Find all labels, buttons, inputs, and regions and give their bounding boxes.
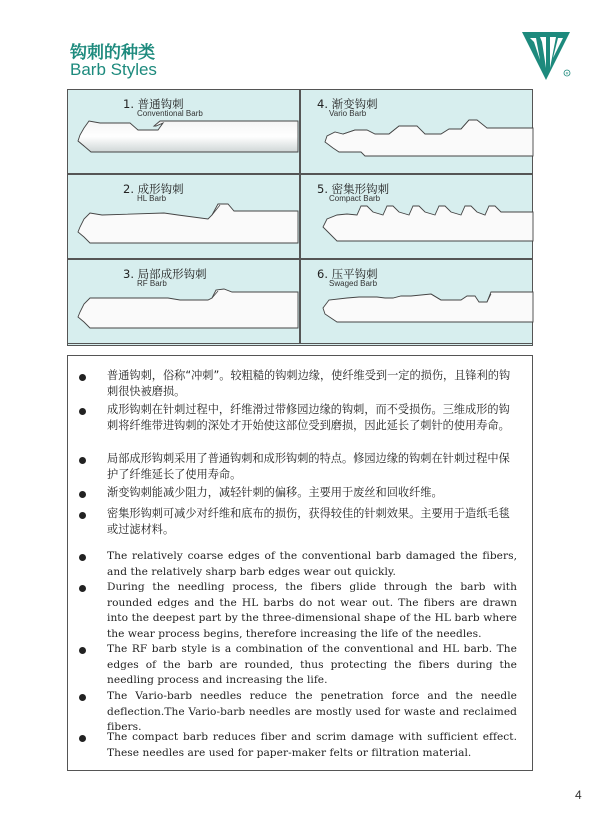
hl-barb-needle-icon bbox=[68, 175, 301, 260]
bullet-icon bbox=[79, 554, 86, 561]
bullet-icon bbox=[79, 694, 86, 701]
barb-cell-compact bbox=[300, 174, 533, 259]
bullet-icon bbox=[79, 491, 86, 498]
barb-cell-hl bbox=[67, 174, 300, 259]
bullet-icon bbox=[79, 457, 86, 464]
note-text-en: The compact barb reduces fiber and scrim damage with sufficient effect. These needles are used for paper-maker felts or filtration material. bbox=[107, 731, 517, 759]
barb-cell-conventional bbox=[67, 89, 300, 174]
page-number: 4 bbox=[575, 788, 582, 802]
rf-barb-needle-icon bbox=[68, 260, 301, 345]
bullet-icon bbox=[79, 512, 86, 519]
note-text-en: The RF barb style is a combination of the conventional and HL barb. The edges of the barb are rounded, thus protecting the fibers during the needling process and increasing the life. bbox=[107, 643, 517, 686]
barb-subtitle: HL Barb bbox=[137, 194, 167, 203]
barb-title: 3. 局部成形钩刺 bbox=[123, 267, 207, 281]
bullet-icon bbox=[79, 374, 86, 381]
bullet-icon bbox=[79, 647, 86, 654]
note-text-en: During the needling process, the fibers glide through the barb with rounded edges and the HL barbs do not wear out. The fibers are drawn into the deepest part by the three-dimensional shape of the HL barb where the wear process begins, therefore increasing the life of the needles. bbox=[107, 581, 517, 640]
note-text-cn: 渐变钩刺能减少阻力，减轻针刺的偏移。主要用于废丝和回收纤维。 bbox=[107, 486, 443, 499]
page-title-cn: 钩刺的种类 bbox=[70, 43, 155, 63]
conventional-barb-needle-icon bbox=[68, 90, 301, 175]
barb-cell-rf bbox=[67, 259, 300, 344]
note-text-en: The relatively coarse edges of the conventional barb damaged the fibers, and the relatively sharp barb edges wear out quickly. bbox=[107, 550, 517, 578]
note-text-cn: 密集形钩刺可减少对纤维和底布的损伤，获得较佳的针刺效果。主要用于造纸毛毯或过滤材料。 bbox=[107, 507, 510, 536]
barb-subtitle: Vario Barb bbox=[329, 109, 367, 118]
swaged-barb-needle-icon bbox=[301, 260, 534, 345]
barb-subtitle: Swaged Barb bbox=[329, 279, 378, 288]
barb-title: 6. 压平钩刺 bbox=[317, 267, 378, 281]
company-logo bbox=[520, 28, 572, 82]
note-text-cn: 局部成形钩刺采用了普通钩刺和成形钩刺的特点。修园边缘的钩刺在针刺过程中保护了纤维延长了使用寿命。 bbox=[107, 452, 510, 481]
bullet-icon bbox=[79, 585, 86, 592]
bullet-icon bbox=[79, 735, 86, 742]
barb-title: 2. 成形钩刺 bbox=[123, 182, 184, 196]
barb-subtitle: Compact Barb bbox=[329, 194, 381, 203]
notes-box bbox=[67, 355, 533, 771]
barb-title: 4. 渐变钩刺 bbox=[317, 97, 378, 111]
compact-barb-needle-icon bbox=[301, 175, 534, 260]
barb-title: 5. 密集形钩刺 bbox=[317, 182, 390, 196]
note-text-cn: 普通钩刺，俗称“冲刺”。较粗糙的钩刺边缘，使纤维受到一定的损伤，且锋利的钩刺很快被磨损。 bbox=[107, 369, 511, 398]
note-text-cn: 成形钩刺在针刺过程中，纤维滑过带修园边缘的钩刺，而不受损伤。三维成形的钩刺将纤维带进钩刺的深处才开始使这部位受到磨损，因此延长了刺针的使用寿命。 bbox=[107, 403, 510, 432]
note-text-en: The Vario-barb needles reduce the penetration force and the needle deflection.The Vario-barb needles are mostly used for waste and reclaimed fibers. bbox=[107, 690, 517, 733]
barb-title: 1. 普通钩刺 bbox=[123, 97, 184, 111]
bullet-icon bbox=[79, 408, 86, 415]
barb-styles-grid bbox=[67, 89, 533, 346]
barb-cell-vario bbox=[300, 89, 533, 174]
svg-text:R: R bbox=[565, 70, 569, 76]
barb-subtitle: Conventional Barb bbox=[137, 109, 203, 118]
page-title-en: Barb Styles bbox=[70, 60, 157, 79]
barb-subtitle: RF Barb bbox=[137, 279, 167, 288]
barb-cell-swaged bbox=[300, 259, 533, 344]
vario-barb-needle-icon bbox=[301, 90, 534, 175]
